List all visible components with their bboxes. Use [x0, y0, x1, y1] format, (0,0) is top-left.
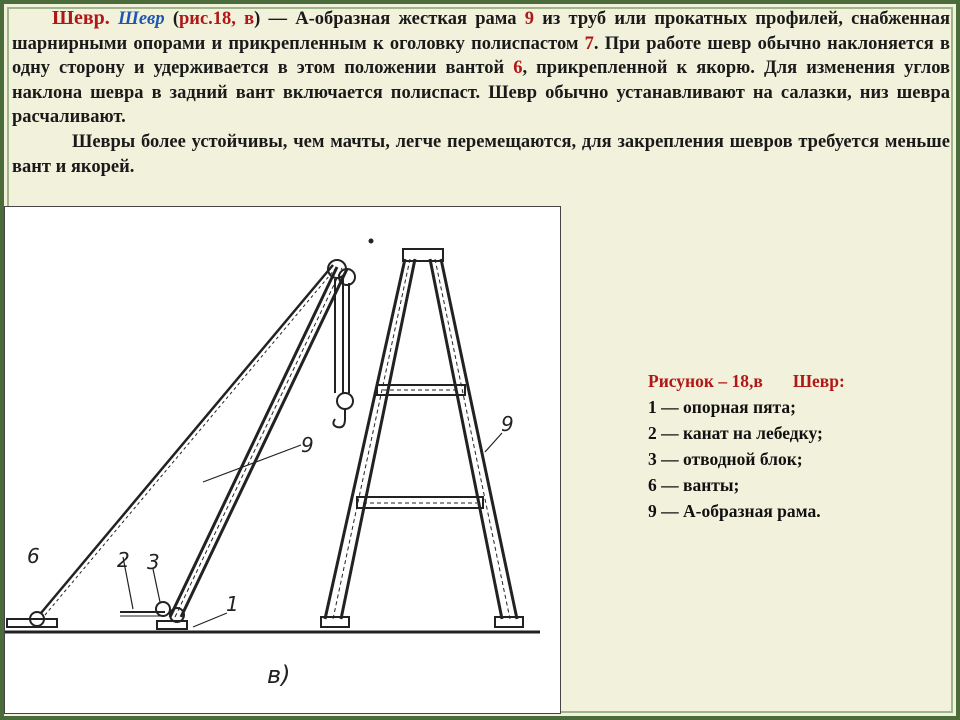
legend-item: 1 — опорная пята; — [648, 397, 796, 417]
section-title: Шевр. — [52, 7, 110, 29]
legend-caption-right: Шевр: — [792, 371, 845, 391]
a-frame-left-leg — [325, 259, 405, 619]
label-6: 6 — [27, 544, 40, 568]
figure-legend — [648, 368, 948, 524]
term-shevr: Шевр — [118, 9, 165, 29]
figure-reference: рис.18, в — [179, 9, 255, 29]
legend-caption — [648, 368, 948, 394]
number-6: 6 — [513, 58, 523, 79]
paragraph-2: Шевры более устойчивы, чем мачты, легче перемещаются, для закрепления шевров требуется меньше вант и якорей. — [12, 131, 950, 177]
a-frame-right-leg — [430, 259, 502, 619]
ref-open: ( — [172, 9, 179, 29]
label-2: 2 — [117, 548, 130, 572]
text-part-1: — А-образная жесткая рама — [260, 9, 525, 29]
paragraph-1 — [12, 6, 950, 130]
label-3: 3 — [147, 550, 160, 574]
legend-item: 3 — отводной блок; — [648, 449, 803, 469]
text-part-2: из труб или прокатных профилей, снабженная шарнирными опорами и прикрепленным к оголовку полиспастом — [12, 9, 951, 54]
legend-item: 6 — ванты; — [648, 475, 740, 495]
legend-caption-left: Рисунок – 18,в — [648, 371, 763, 391]
legend-item: 9 — А-образная рама. — [648, 501, 821, 521]
label-1: 1 — [226, 592, 239, 616]
number-9: 9 — [524, 9, 534, 29]
diverting-block — [156, 602, 170, 616]
shevr-figure — [4, 206, 561, 714]
text-part-3: . При работе шевр обычно наклоняется в одну сторону и удерживается в этом положении вантой — [12, 33, 950, 79]
label-9-left: 9 — [301, 433, 314, 457]
hook-block — [337, 393, 353, 409]
description-text — [12, 6, 950, 179]
ref-close: ) — [254, 9, 261, 29]
right-foot — [495, 617, 523, 627]
shevr-drawing — [5, 207, 562, 715]
a-frame-head — [403, 249, 443, 261]
label-9-right: 9 — [501, 412, 514, 436]
guy-rope — [41, 265, 333, 613]
text-part-4: , прикрепленной к якорю. Для изменения углов наклона шевра в задний вант включается полиспаст. Шевр обычно устанавливают на салазки, низ шевра расчаливают. — [12, 58, 950, 128]
number-7: 7 — [584, 33, 594, 54]
legend-item: 2 — канат на лебедку; — [648, 423, 823, 443]
hook — [333, 409, 345, 427]
figure-caption-letter: в) — [267, 661, 291, 689]
